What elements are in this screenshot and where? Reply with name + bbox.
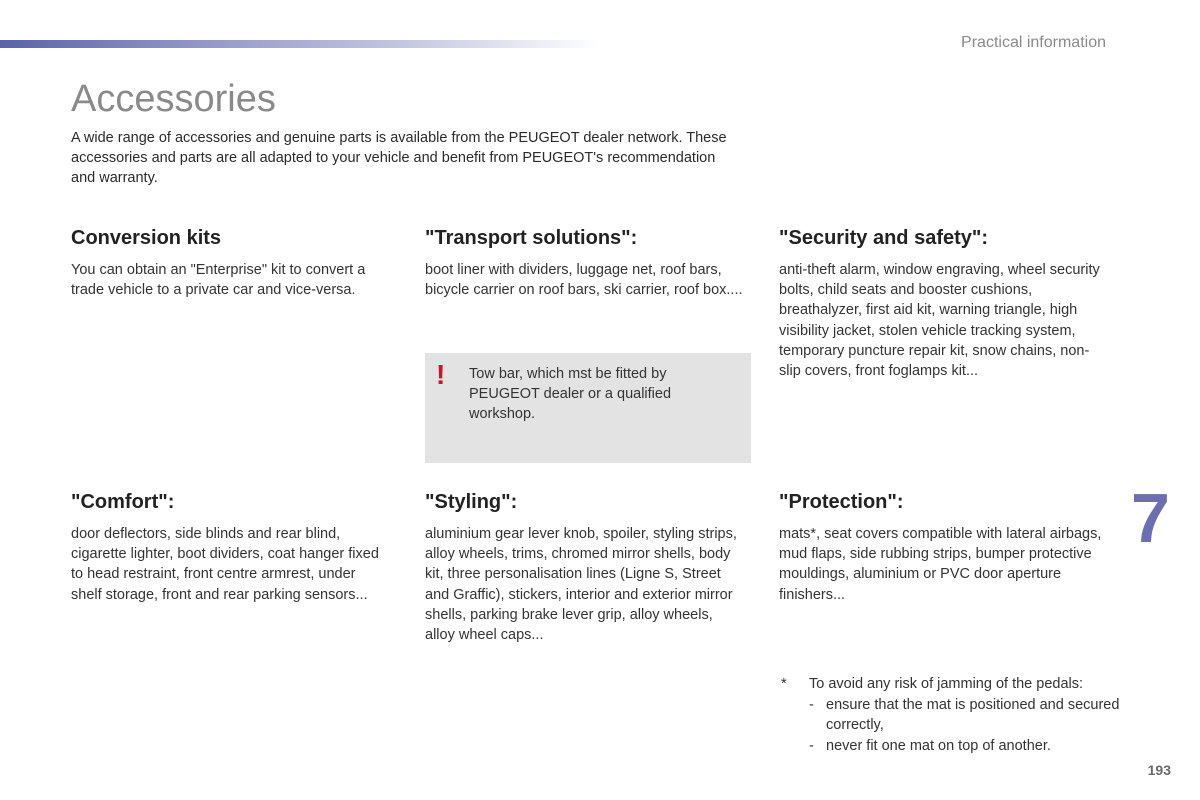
intro-paragraph [71, 128, 741, 188]
intro-text: A wide range of accessories and genuine parts is available from the PEUGEOT dealer network. These accessories and parts are all adapted to your vehicle and benefit from PEUGEOT's recommendation and warranty. [71, 130, 727, 186]
section-comfort [71, 491, 381, 605]
footnote [781, 674, 1121, 756]
page-title: Accessories [71, 78, 276, 120]
exclamation-icon: ! [436, 359, 446, 390]
section-conversion-kits [71, 227, 401, 300]
footnote-intro: To avoid any risk of jamming of the pedals: [809, 676, 1084, 692]
section-text: mats*, seat covers compatible with lateral airbags, mud flaps, side rubbing strips, bumper protective mouldings, aluminium or PVC door aperture finishers... [779, 526, 1102, 603]
list-item: - ensure that the mat is positioned and secured correctly, [809, 695, 1121, 736]
footnote-list [781, 695, 1121, 757]
warning-text: Tow bar, which mst be fitted by PEUGEOT dealer or a qualified workshop. [469, 366, 672, 423]
section-transport-solutions [425, 227, 751, 300]
section-heading: Conversion kits [71, 227, 222, 249]
section-heading: "Comfort": [71, 491, 175, 513]
section-heading: "Styling": [425, 491, 518, 513]
section-text: door deflectors, side blinds and rear blind, cigarette lighter, boot dividers, coat hanger fixed to head restraint, front centre armrest, under shelf storage, front and rear parking sensors... [71, 526, 379, 603]
section-heading: "Transport solutions": [425, 227, 638, 249]
list-item: - never fit one mat on top of another. [809, 736, 1121, 757]
section-text: boot liner with dividers, luggage net, roof bars, bicycle carrier on roof bars, ski carrier, roof box.... [425, 262, 743, 299]
section-heading: "Protection": [779, 491, 904, 513]
section-text: aluminium gear lever knob, spoiler, styling strips, alloy wheels, trims, chromed mirror shells, body kit, three personalisation lines (Ligne S, Street and Graffic), stickers, interior and exterior mirror shells, parking brake lever grip, alloy wheels, alloy wheel caps... [425, 526, 737, 644]
warning-box [425, 353, 751, 463]
section-protection [779, 491, 1109, 605]
page-number: 193 [1147, 762, 1171, 778]
section-text: anti-theft alarm, window engraving, wheel security bolts, child seats and booster cushions, breathalyzer, first aid kit, warning triangle, high visibility jacket, stolen vehicle tracking system, temporary puncture repair kit, snow chains, non-slip covers, front foglamps kit... [779, 262, 1100, 380]
section-text: You can obtain an "Enterprise" kit to convert a trade vehicle to a private car and vice-versa. [71, 262, 366, 299]
header-accent-bar [0, 40, 600, 48]
chapter-number: 7 [1131, 479, 1170, 557]
footnote-marker: * [781, 676, 787, 692]
section-heading: "Security and safety": [779, 227, 989, 249]
section-title: Practical information [961, 34, 1106, 51]
section-security-safety [779, 227, 1101, 381]
section-styling [425, 491, 745, 645]
